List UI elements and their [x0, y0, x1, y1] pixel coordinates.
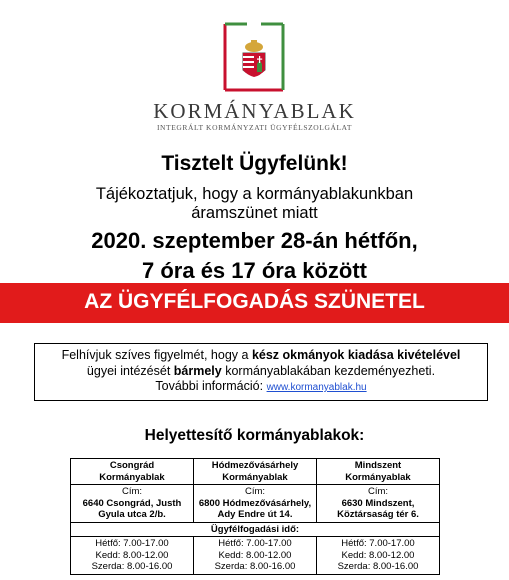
office-address-row — [71, 485, 440, 523]
offices-table — [70, 458, 440, 575]
outage-date: 2020. szeptember 28-án hétfőn, — [91, 228, 418, 253]
office-name-cell — [317, 459, 440, 485]
brand-name: KORMÁNYABLAK — [153, 99, 356, 123]
hours-label: Ügyfélfogadási idő: — [71, 522, 440, 537]
office-address-cell — [194, 485, 317, 523]
intro-line-2: áramszünet miatt — [191, 204, 318, 222]
notice-line-1 — [35, 348, 487, 364]
address-label: Cím: — [121, 486, 143, 497]
office-type: Kormányablak — [99, 471, 165, 483]
notice-box — [34, 343, 488, 401]
closure-banner: AZ ÜGYFÉLFOGADÁS SZÜNETEL — [0, 283, 509, 323]
hours-wednesday: Szerda: 8.00-16.00 — [91, 561, 173, 572]
hours-monday: Hétfő: 7.00-17.00 — [95, 538, 169, 549]
notice-bold-2: bármely — [173, 363, 222, 378]
office-hours-cell — [317, 537, 440, 575]
kormanyablak-logo — [221, 20, 287, 94]
office-hours-cell — [194, 537, 317, 575]
office-names-row — [71, 459, 440, 485]
greeting-heading: Tisztelt Ügyfelünk! — [161, 152, 348, 175]
office-hours-row — [71, 537, 440, 575]
office-name: Csongrád — [109, 460, 155, 471]
brand-subtitle: INTEGRÁLT KORMÁNYZATI ÜGYFÉLSZOLGÁLAT — [156, 123, 353, 132]
hours-wednesday: Szerda: 8.00-16.00 — [214, 561, 296, 572]
substitute-offices-title: Helyettesítő kormányablakok: — [144, 427, 365, 444]
notice-text-3: kormányablakában kezdeményezheti. — [221, 363, 436, 378]
notice-line-3 — [35, 379, 487, 396]
hours-wednesday: Szerda: 8.00-16.00 — [337, 561, 419, 572]
notice-line-2 — [35, 364, 487, 380]
more-info-label: További információ: — [155, 379, 267, 393]
office-name-cell — [194, 459, 317, 485]
intro-text — [0, 185, 509, 223]
hours-tuesday: Kedd: 8.00-12.00 — [341, 549, 415, 561]
address-line-1: 6800 Hódmezővásárhely, — [198, 497, 312, 509]
address-line-1: 6630 Mindszent, — [341, 497, 415, 509]
office-address-cell — [71, 485, 194, 523]
office-type: Kormányablak — [222, 471, 288, 483]
hours-tuesday: Kedd: 8.00-12.00 — [218, 549, 292, 561]
website-link[interactable]: www.kormanyablak.hu — [266, 382, 367, 393]
outage-time: 7 óra és 17 óra között — [142, 258, 367, 283]
hours-monday: Hétfő: 7.00-17.00 — [341, 538, 415, 549]
hours-monday: Hétfő: 7.00-17.00 — [218, 538, 292, 549]
office-address-cell — [317, 485, 440, 523]
address-line-2: Ady Endre út 14. — [217, 509, 293, 520]
office-name: Mindszent — [354, 460, 402, 471]
office-name: Hódmezővásárhely — [211, 460, 299, 471]
notice-text-2: ügyei intézését — [86, 363, 174, 378]
intro-line-1: Tájékoztatjuk, hogy a kormányablakunkban — [95, 185, 414, 203]
office-hours-cell — [71, 537, 194, 575]
address-line-1: 6640 Csongrád, Justh — [82, 497, 182, 509]
notice-text-1: Felhívjuk szíves figyelmét, hogy a — [61, 348, 252, 362]
notice-bold-1: kész okmányok kiadása kivételével — [251, 348, 461, 362]
address-line-2: Köztársaság tér 6. — [337, 509, 419, 520]
address-label: Cím: — [244, 486, 266, 497]
address-line-2: Gyula utca 2/b. — [98, 509, 166, 520]
hours-tuesday: Kedd: 8.00-12.00 — [95, 549, 169, 561]
office-type: Kormányablak — [345, 471, 411, 483]
hours-label-row — [71, 522, 440, 537]
address-label: Cím: — [367, 486, 389, 497]
office-name-cell — [71, 459, 194, 485]
